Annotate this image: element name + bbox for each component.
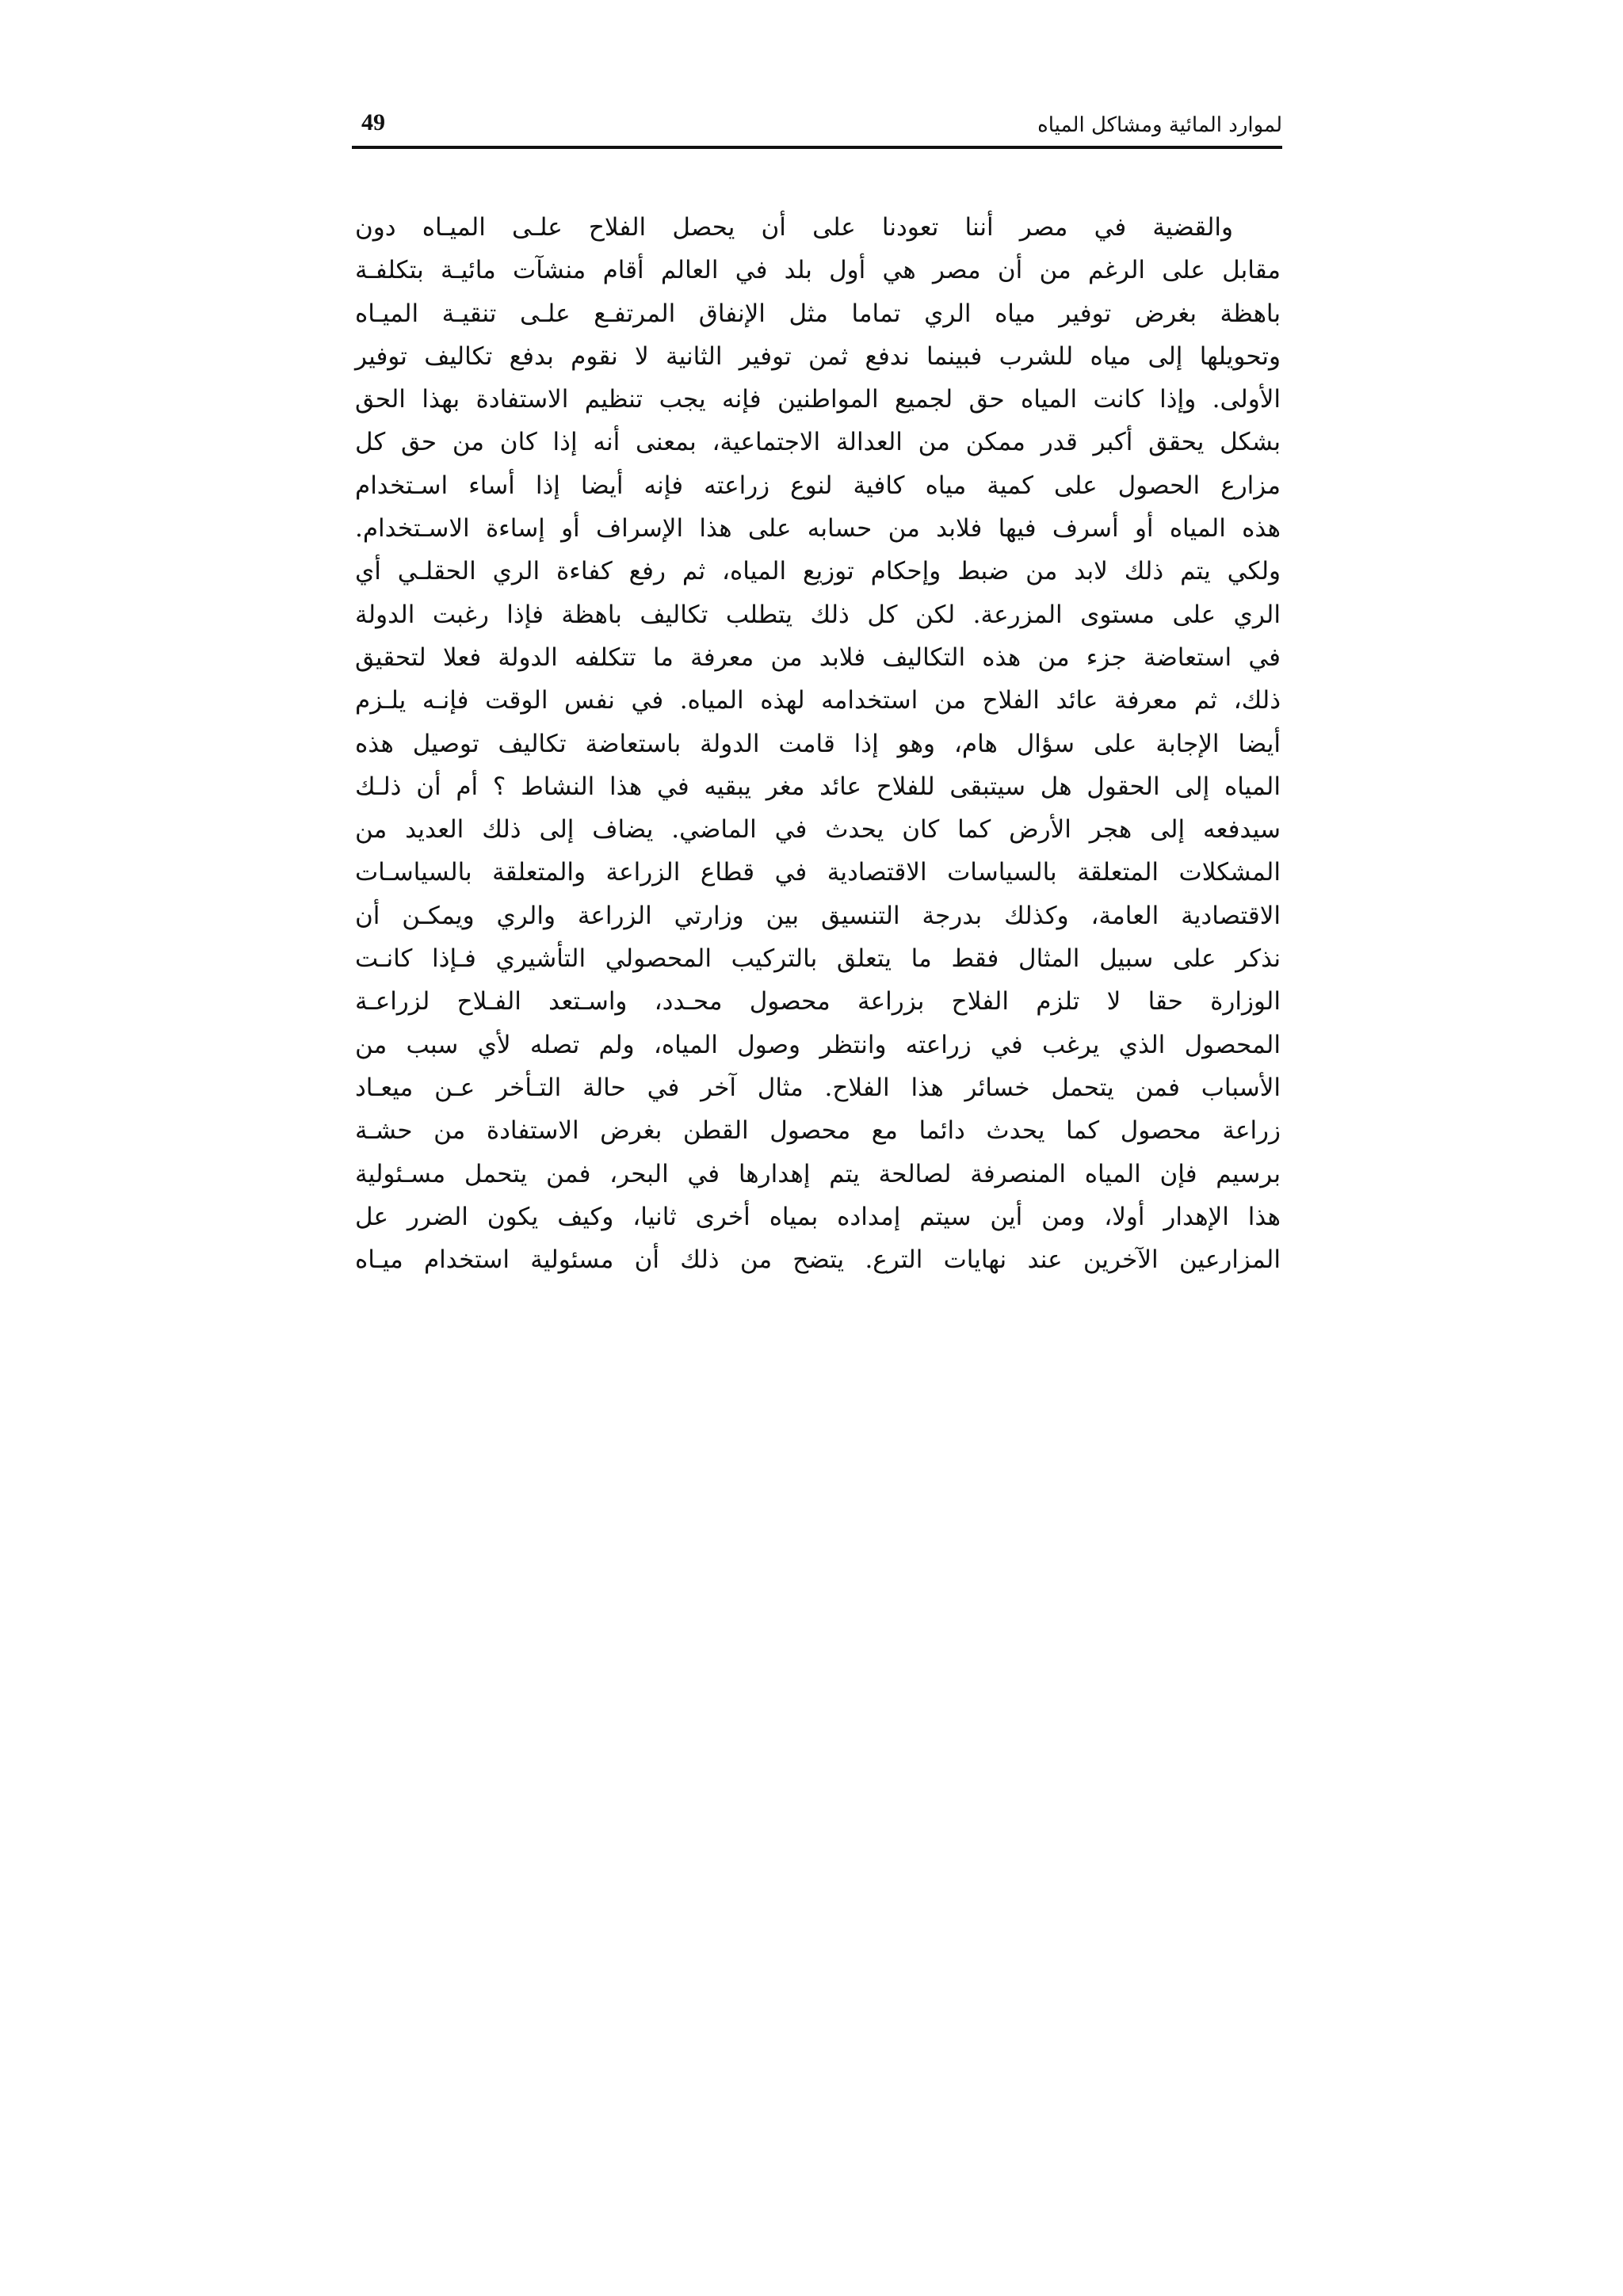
body-line: باهظة بغرض توفير مياه الري تماما مثل الإنفاق المرتفـع علـى تنقيـة الميـاه (355, 299, 1281, 328)
body-line: الأسباب فمن يتحمل خسائر هذا الفلاح. مثال آخر في حالة التـأخر عـن ميعـاد (355, 1073, 1281, 1102)
body-line: المشكلات المتعلقة بالسياسات الاقتصادية في قطاع الزراعة والمتعلقة بالسياسـات (355, 858, 1281, 887)
body-line: برسيم فإن المياه المنصرفة لصالحة يتم إهدارها في البحر، فمن يتحمل مسـئولية (355, 1159, 1281, 1188)
header-divider (352, 146, 1282, 149)
body-line: الاقتصادية العامة، وكذلك بدرجة التنسيق بين وزارتي الزراعة والري ويمكـن أن (355, 901, 1281, 930)
body-line: أيضا الإجابة على سؤال هام، وهو إذا قامت الدولة باستعاضة تكاليف توصيل هذه (355, 729, 1281, 758)
body-line: نذكر على سبيل المثال فقط ما يتعلق بالتركيب المحصولي التأشيري فـإذا كانـت (355, 944, 1281, 974)
page-number: 49 (361, 109, 385, 135)
body-line: هذا الإهدار أولا، ومن أين سيتم إمداده بمياه أخرى ثانيا، وكيف يكون الضرر عل (355, 1202, 1281, 1231)
body-line: المياه إلى الحقول هل سيتبقى للفلاح عائد مغر يبقيه في هذا النشاط ؟ أم أن ذلـك (355, 772, 1281, 801)
body-line: المحصول الذي يرغب في زراعته وانتظر وصول المياه، ولم تصله لأي سبب من (355, 1030, 1281, 1059)
body-line: في استعاضة جزء من هذه التكاليف فلابد من معرفة ما تتكلفه الدولة فعلا لتحقيق (355, 643, 1281, 672)
header-title: لموارد المائية ومشاكل المياه (1037, 113, 1282, 137)
body-paragraph (355, 206, 1281, 1281)
running-header (352, 103, 1282, 147)
body-line: وتحويلها إلى مياه للشرب فبينما ندفع ثمن توفير الثانية لا نقوم بدفع تكاليف توفير (355, 341, 1281, 371)
body-line: زراعة محصول كما يحدث دائما مع محصول القطن بغرض الاستفادة من حشـة (355, 1116, 1281, 1146)
body-line: هذه المياه أو أسرف فيها فلابد من حسابه على هذا الإسراف أو إساءة الاسـتخدام. (355, 514, 1281, 543)
body-line: بشكل يحقق أكبر قدر ممكن من العدالة الاجتماعية، بمعنى أنه إذا كان من حق كل (355, 428, 1281, 457)
body-line: ولكي يتم ذلك لابد من ضبط وإحكام توزيع المياه، ثم رفع كفاءة الري الحقلـي أي (355, 557, 1281, 586)
body-line: والقضية في مصر أننا تعودنا على أن يحصل الفلاح علـى الميـاه دون (355, 213, 1233, 242)
body-line: الأولى. وإذا كانت المياه حق لجميع المواطنين فإنه يجب تنظيم الاستفادة بهذا الحق (355, 385, 1281, 414)
body-line: الوزارة حقا لا تلزم الفلاح بزراعة محصول محـدد، واسـتعد الفـلاح لزراعـة (355, 987, 1281, 1016)
body-line: ذلك، ثم معرفة عائد الفلاح من استخدامه لهذه المياه. في نفس الوقت فإنـه يلـزم (355, 686, 1281, 715)
body-line: سيدفعه إلى هجر الأرض كما كان يحدث في الماضي. يضاف إلى ذلك العديد من (355, 815, 1281, 845)
body-line: المزارعين الآخرين عند نهايات الترع. يتضح من ذلك أن مسئولية استخدام ميـاه (355, 1245, 1281, 1275)
body-line: مقابل على الرغم من أن مصر هي أول بلد في العالم أقام منشآت مائيـة بتكلفـة (355, 256, 1281, 285)
body-line: الري على مستوى المزرعة. لكن كل ذلك يتطلب تكاليف باهظة فإذا رغبت الدولة (355, 600, 1281, 629)
body-line: مزارع الحصول على كمية مياه كافية لنوع زراعته فإنه أيضا إذا أساء اسـتخدام (355, 471, 1281, 500)
